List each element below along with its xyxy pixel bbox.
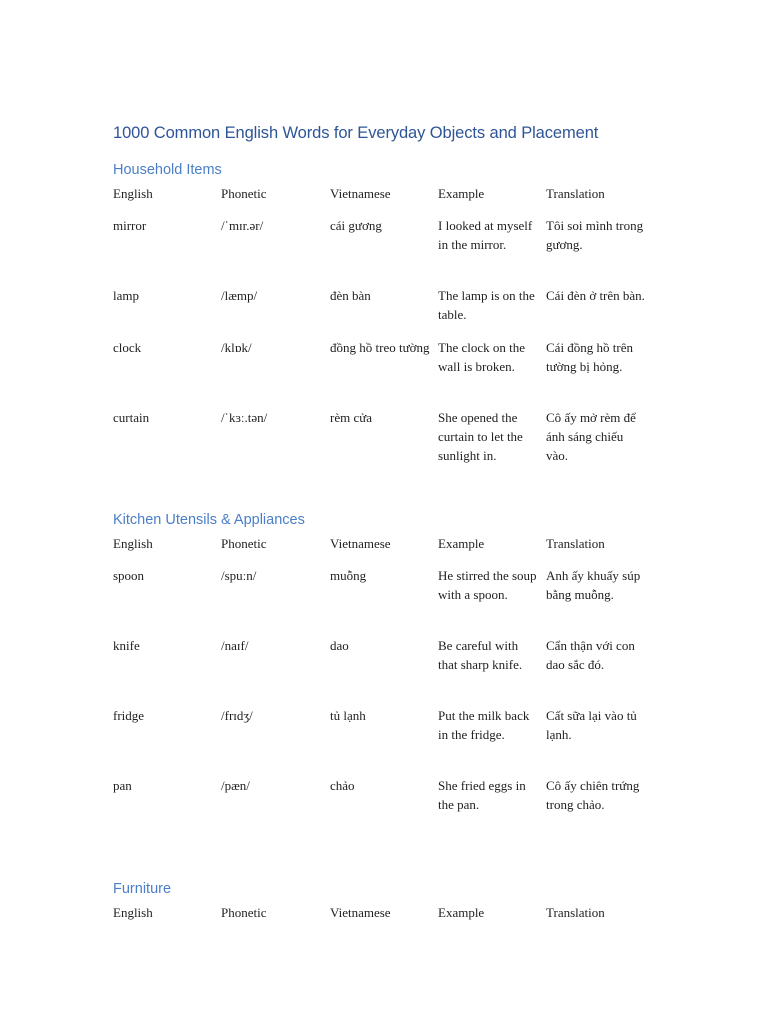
cell-english: knife [113,638,140,653]
cell-example: He stirred the soup with a spoon. [438,568,537,603]
cell-example: Be careful with that sharp knife. [438,638,523,673]
cell-english: pan [113,778,132,793]
cell-translation: Cái đèn ở trên bàn. [546,288,645,303]
cell-translation: Tôi soi mình trong gương. [546,218,644,253]
page-title: 1000 Common English Words for Everyday Objects and Placement [113,124,599,142]
header-phonetic: Phonetic [221,186,267,201]
cell-example: Put the milk back in the fridge. [438,708,530,743]
cell-translation: Anh ấy khuấy súp bằng muỗng. [546,568,641,603]
cell-vietnamese: dao [330,638,349,653]
cell-english: spoon [113,568,145,583]
section-heading-household: Household Items [113,162,222,178]
header-example: Example [438,905,485,920]
cell-english: mirror [113,218,147,233]
cell-phonetic: /ˈmɪr.ər/ [221,218,264,233]
header-vietnamese: Vietnamese [330,186,391,201]
cell-example: She opened the curtain to let the sunlight in. [438,410,523,464]
cell-example: She fried eggs in the pan. [438,778,526,813]
cell-phonetic: /læmp/ [221,288,258,303]
cell-phonetic: /frɪdʒ/ [221,708,253,723]
cell-english: lamp [113,288,139,303]
cell-translation: Cất sữa lại vào tủ lạnh. [546,708,637,743]
section-heading-furniture: Furniture [113,881,172,897]
header-phonetic: Phonetic [221,905,267,920]
cell-vietnamese: muỗng [330,568,367,583]
cell-translation: Cô ấy chiên trứng trong chảo. [546,778,640,813]
header-phonetic: Phonetic [221,536,267,551]
cell-translation: Cô ấy mở rèm để ánh sáng chiếu vào. [546,410,636,464]
header-translation: Translation [546,905,605,920]
section-heading-kitchen: Kitchen Utensils & Appliances [113,512,305,528]
cell-phonetic: /spuːn/ [221,568,257,583]
cell-english: fridge [113,708,145,723]
cell-vietnamese: đồng hồ treo tường [330,340,430,355]
cell-english: clock [113,340,142,355]
cell-phonetic: /ˈkɜː.tən/ [221,410,268,425]
cell-translation: Cái đồng hồ trên tường bị hỏng. [546,340,634,375]
cell-phonetic: /klɒk/ [221,340,252,355]
header-vietnamese: Vietnamese [330,536,391,551]
header-translation: Translation [546,186,605,201]
header-english: English [113,536,153,551]
cell-example: The clock on the wall is broken. [438,340,525,375]
header-english: English [113,186,153,201]
cell-vietnamese: tủ lạnh [330,708,366,723]
cell-vietnamese: chảo [330,778,355,793]
cell-vietnamese: đèn bàn [330,288,371,303]
header-example: Example [438,536,485,551]
cell-phonetic: /naɪf/ [221,638,249,653]
header-english: English [113,905,153,920]
header-vietnamese: Vietnamese [330,905,391,920]
cell-example: The lamp is on the table. [438,288,535,323]
header-translation: Translation [546,536,605,551]
cell-phonetic: /pæn/ [221,778,250,793]
cell-english: curtain [113,410,150,425]
cell-vietnamese: cái gương [330,218,382,233]
cell-translation: Cẩn thận với con dao sắc đó. [546,638,635,673]
cell-vietnamese: rèm cửa [330,410,373,425]
cell-example: I looked at myself in the mirror. [438,218,533,253]
header-example: Example [438,186,485,201]
